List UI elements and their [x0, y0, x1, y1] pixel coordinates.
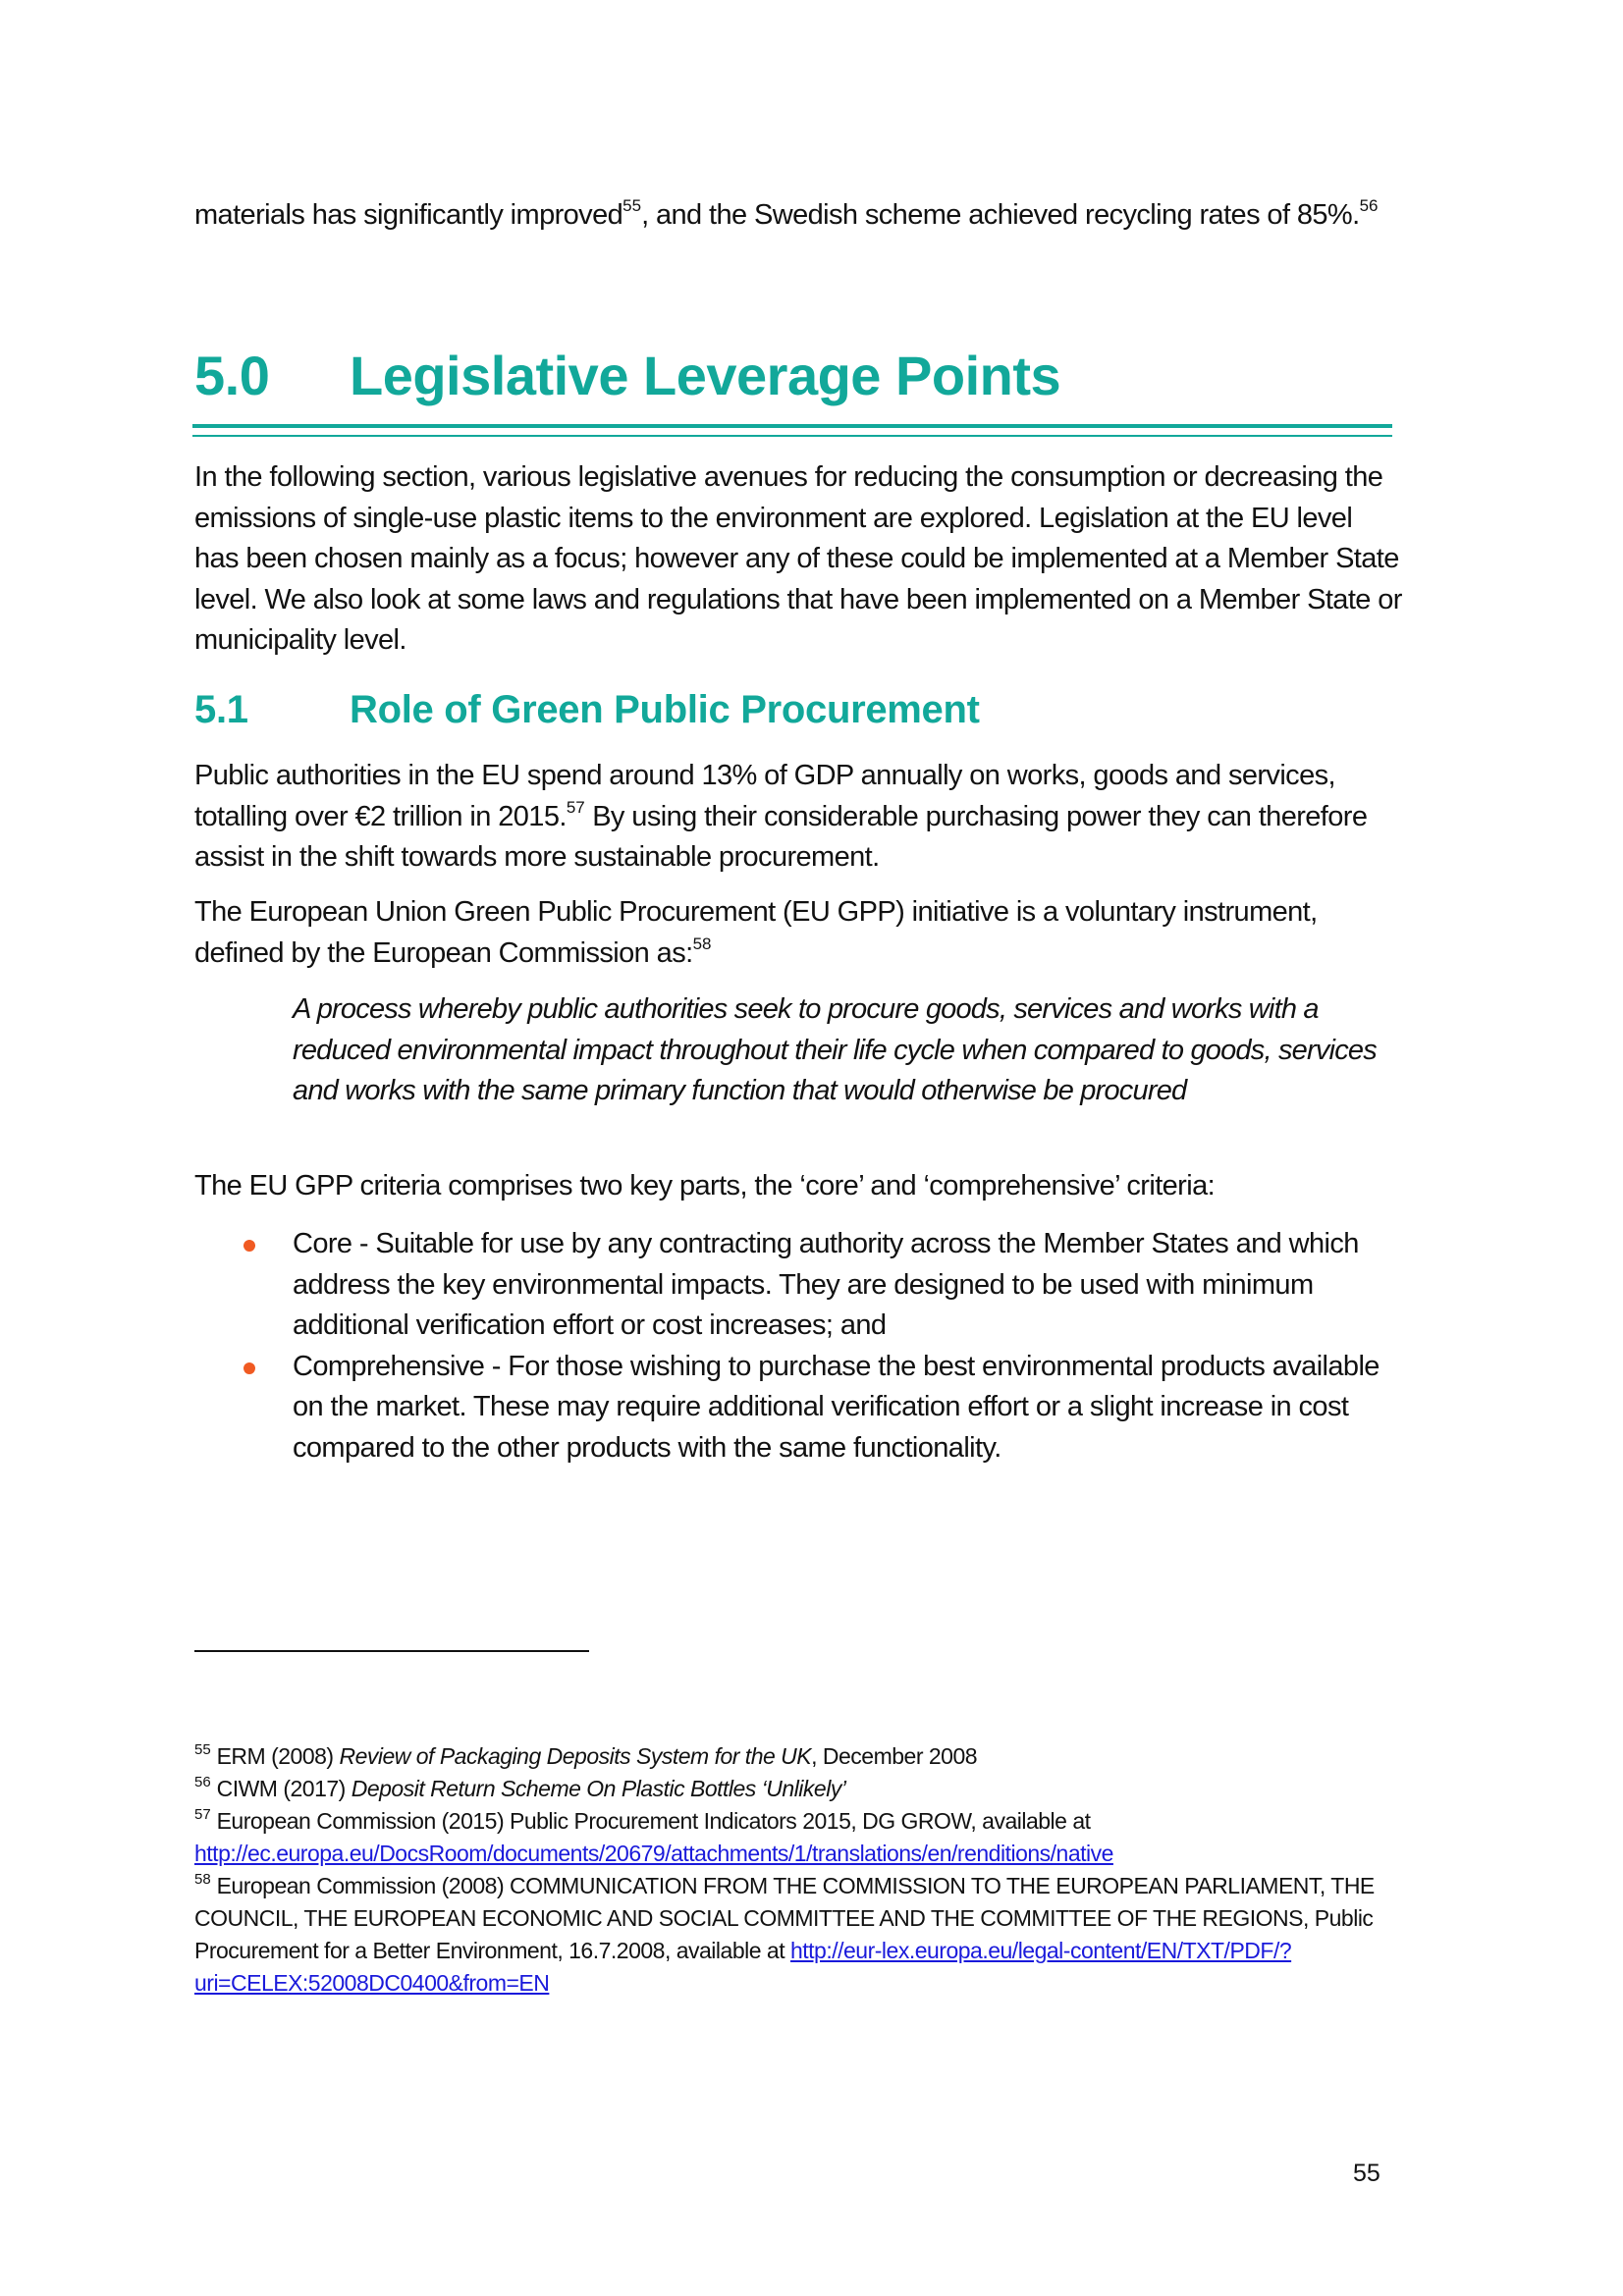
section-title: Legislative Leverage Points — [350, 345, 1061, 406]
footnote-number: 57 — [194, 1806, 211, 1824]
continuation-paragraph — [194, 195, 1402, 237]
footnote-number: 56 — [194, 1774, 211, 1791]
footnote-ref-58[interactable]: 58 — [692, 934, 712, 953]
footnote-ref-56[interactable]: 56 — [1359, 196, 1379, 216]
footnote-title: Review of Packaging Deposits System for the UK — [339, 1743, 812, 1769]
footnote-link[interactable]: http://eur-lex.europa.eu/legal-content/EN/TXT/PDF/?uri=CELEX:52008DC0400&from=EN — [194, 1938, 1292, 1996]
footnote-56 — [194, 1773, 1412, 1805]
paragraph-text: The EU GPP criteria comprises two key parts, the ‘core’ and ‘comprehensive’ criteria: — [194, 1170, 1216, 1201]
gpp-definition-quote — [293, 989, 1402, 1112]
quote-text: A process whereby public authorities seek to procure goods, services and works with a reduced environmental impact throughout their life cycle when compared to goods, services and works with the same primary function that would otherwise be procured — [293, 993, 1377, 1106]
heading-rule-thin — [192, 435, 1392, 437]
footnote-text: ERM (2008) — [216, 1743, 340, 1769]
continuation-text: materials has significantly improved — [194, 199, 623, 231]
criteria-list — [194, 1224, 1402, 1468]
subsection-title: Role of Green Public Procurement — [350, 688, 980, 731]
footnote-text: European Commission (2008) COMMUNICATION FROM THE COMMISSION TO THE EUROPEAN PARLIAMENT, THE COUNCIL, THE EUROPEAN ECONOMIC AND SOCIAL COMMITTEE AND THE COMMITTEE OF THE REGIONS, Public Procurement for a Better Environment, 16.7.2008, available at — [194, 1873, 1375, 1963]
list-item-comprehensive — [194, 1347, 1402, 1469]
footnote-number: 58 — [194, 1871, 211, 1889]
list-item-text: Core - Suitable for use by any contracting authority across the Member States and which address the key environmental impacts. They are designed to be used with minimum additional verification effort or cost increases; and — [293, 1228, 1359, 1341]
subsection-number: 5.1 — [194, 688, 248, 731]
continuation-text: , and the Swedish scheme achieved recycling rates of 85%. — [641, 199, 1360, 231]
footnote-separator — [194, 1650, 589, 1652]
footnote-text: , December 2008 — [811, 1743, 978, 1769]
footnote-58 — [194, 1870, 1412, 2000]
gpp-paragraph-3 — [194, 1166, 1402, 1207]
footnote-ref-57[interactable]: 57 — [566, 797, 585, 817]
gpp-paragraph-1 — [194, 756, 1402, 879]
paragraph-text: By using their considerable purchasing power they can therefore assist in the shift towards more sustainable procurement. — [194, 800, 1368, 873]
section-intro-text: In the following section, various legislative avenues for reducing the consumption or decreasing the emissions of single-use plastic items to the environment are explored. Legislation at the EU level has been chosen mainly as a focus; however any of these could be implemented at a Member State level. We also look at some laws and regulations that have been implemented on a Member State or municipality level. — [194, 461, 1402, 656]
footnote-text: CIWM (2017) — [216, 1776, 352, 1801]
page-number: 55 — [1353, 2160, 1380, 2187]
bullet-icon — [243, 1362, 255, 1374]
footnote-link[interactable]: http://ec.europa.eu/DocsRoom/documents/20679/attachments/1/translations/en/renditions/native — [194, 1841, 1113, 1866]
gpp-paragraph-2 — [194, 892, 1402, 974]
paragraph-text: Public authorities in the EU spend around 13% of GDP annually on works, goods and services, totalling over €2 trillion in 2015. — [194, 760, 1335, 832]
section-intro-paragraph — [194, 457, 1402, 662]
footnote-text: European Commission (2015) Public Procurement Indicators 2015, DG GROW, available at — [216, 1808, 1091, 1834]
subsection-heading — [194, 688, 980, 732]
footnotes — [194, 1740, 1412, 2000]
section-number: 5.0 — [194, 345, 270, 406]
paragraph-text: The European Union Green Public Procurement (EU GPP) initiative is a voluntary instrument, defined by the European Commission as: — [194, 896, 1318, 969]
heading-rule-thick — [192, 424, 1392, 428]
list-item-text: Comprehensive - For those wishing to purchase the best environmental products available on the market. These may require additional verification effort or a slight increase in cost compared to the other products with the same functionality. — [293, 1350, 1380, 1464]
footnote-title: Deposit Return Scheme On Plastic Bottles ‘Unlikely’ — [351, 1776, 846, 1801]
section-heading — [194, 344, 1060, 407]
footnote-number: 55 — [194, 1741, 211, 1759]
footnote-55 — [194, 1740, 1412, 1773]
bullet-icon — [243, 1240, 255, 1252]
footnote-57 — [194, 1805, 1412, 1870]
list-item-core — [194, 1224, 1402, 1347]
footnote-ref-55[interactable]: 55 — [622, 196, 642, 216]
